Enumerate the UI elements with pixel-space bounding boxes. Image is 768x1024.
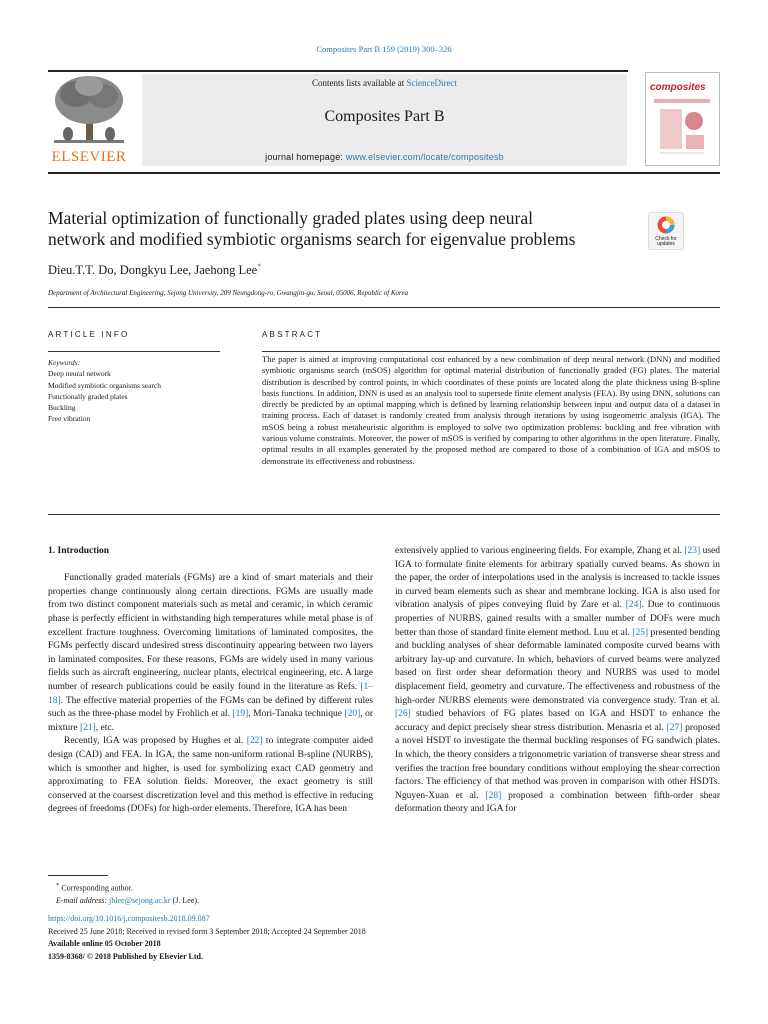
keyword-item: Free vibration xyxy=(48,414,91,424)
tree-logo-icon xyxy=(48,72,130,150)
copyright: 1359-8368/ © 2018 Published by Elsevier Ltd. xyxy=(48,951,203,961)
corresponding-author-mark[interactable]: * xyxy=(257,262,262,271)
cover-title: composites xyxy=(650,82,706,93)
email-link[interactable]: jhlee@sejong.ac.kr xyxy=(109,896,171,906)
journal-cover-thumbnail[interactable] xyxy=(645,72,720,166)
received-dates: Received 25 June 2018; Received in revised form 3 September 2018; Accepted 24 September 2018 xyxy=(48,926,366,936)
citation-link[interactable]: [25] xyxy=(632,627,649,638)
elsevier-logo[interactable] xyxy=(48,72,130,166)
homepage-line xyxy=(142,152,627,162)
affiliation: Department of Architectural Engineering, Sejong University, 209 Neungdong-ro, Gwangjin-gu, Seoul, 05006, Republic of Korea xyxy=(48,289,409,297)
email-footnote xyxy=(48,895,199,908)
body-column-right xyxy=(395,545,720,817)
section-title: 1. Introduction xyxy=(48,546,110,556)
title-line-1: Material optimization of functionally graded plates using deep neural xyxy=(48,208,533,228)
sciencedirect-link[interactable]: ScienceDirect xyxy=(406,78,457,88)
contents-prefix: Contents lists available at xyxy=(312,78,407,88)
keyword-item: Deep neural network xyxy=(48,369,111,379)
article-info-rule xyxy=(48,351,220,352)
abstract-heading: ABSTRACT xyxy=(262,330,323,339)
keywords-label: Keywords: xyxy=(48,358,81,367)
journal-title: Composites Part B xyxy=(324,108,445,125)
citation-link[interactable]: [19] xyxy=(232,709,249,720)
abstract-rule xyxy=(262,351,720,352)
citation-link[interactable]: [28] xyxy=(485,790,502,801)
citation-link[interactable]: [21] xyxy=(79,722,96,733)
citation-link[interactable]: [1–18] xyxy=(48,681,373,706)
crossmark-icon xyxy=(657,216,675,234)
article-title xyxy=(48,208,638,250)
citation-link[interactable]: [27] xyxy=(666,722,683,733)
journal-citation[interactable]: Composites Part B 159 (2019) 300–326 xyxy=(316,44,452,54)
cover-image-icon xyxy=(654,99,710,159)
corresponding-footnote xyxy=(48,880,199,895)
homepage-prefix: journal homepage: xyxy=(265,152,346,162)
corresponding-label: Corresponding author. xyxy=(61,883,133,893)
journal-banner xyxy=(142,74,627,166)
citation-link[interactable]: [23] xyxy=(684,546,701,556)
citation-link[interactable]: [22] xyxy=(246,736,263,747)
footnote-rule xyxy=(48,875,108,876)
available-online: Available online 05 October 2018 xyxy=(48,939,161,948)
author-names: Dieu.T.T. Do, Dongkyu Lee, Jaehong Lee xyxy=(48,263,258,278)
keyword-item: Functionally graded plates xyxy=(48,391,128,401)
crossmark-label: Check for updates xyxy=(655,236,677,247)
header-top-rule xyxy=(48,70,628,72)
footnotes xyxy=(48,880,199,908)
citation-link[interactable]: [24] xyxy=(625,600,642,611)
email-suffix: (J. Lee). xyxy=(170,896,200,906)
abstract-text: The paper is aimed at improving computational cost enhanced by a new combination of deep neural network (DNN) and modified symbiotic organisms search (mSOS) algorithm for optimal material distribution of functionally graded (FG) plates. The material distribution is described by control points, in which coordinates of these points are located along the plate thickness using B-spline basis functions. In addition, DNN is used as an analysis tool to supersede finite element analysis (FEA). By using DNN, solutions can directly be predicted by an optimal mapping which is defined by learning relationship between input and output data of a dataset in training process. Each of dataset is randomly created from analysis through iterations by using isogeometric analysis (IGA). The mSOS being a robust metaheuristic algorithm is employed to solve two optimization problems: buckling and free vibration with various volume constraints. Moreover, the power of mSOS is verified by comparing to other algorithms in the open literature. Finally, optimal results in all examples generated by the proposed method are compared to those of a combination of IGA and mSOS to demonstrate its effectiveness and robustness. xyxy=(262,354,720,466)
publisher-wordmark: ELSEVIER xyxy=(51,149,127,165)
keyword-item: Modified symbiotic organisms search xyxy=(48,380,161,390)
citation-link[interactable]: [20] xyxy=(344,709,361,720)
crossmark-button[interactable] xyxy=(648,212,684,250)
footnote-mark: * xyxy=(56,882,60,889)
header-bottom-rule xyxy=(48,172,720,174)
contents-line xyxy=(142,78,627,88)
publication-info xyxy=(48,913,366,963)
article-info-heading: ARTICLE INFO xyxy=(48,330,130,339)
citation-link[interactable]: [26] xyxy=(395,709,411,720)
keywords-list xyxy=(48,357,161,425)
email-label: E-mail address: xyxy=(56,896,110,906)
homepage-link[interactable]: www.elsevier.com/locate/compositesb xyxy=(345,152,504,162)
doi-link[interactable]: https://doi.org/10.1016/j.compositesb.2018.09.087 xyxy=(48,914,210,923)
author-list xyxy=(48,262,261,278)
abstract-bottom-rule xyxy=(48,514,720,515)
affiliation-rule xyxy=(48,307,720,308)
body-paragraph: extensively applied to various engineering fields. For example, Zhang et al. [23] used IGA to formulate finite elements for arbitrary spatially curved beams. As shown in the paper, the order of interpolations used in the analysis is increased to tackle issues in curved beam elements such as shear and membrane locking. IGA is also used for vibration analysis of pipes conveying fluid by Zare et al. [24]. Due to continuous properties of NURBS, gained results with a smaller number of DOFs were much better than those of standard finite element method. Luu et al. [25] presented bending and buckling analyses of shear deformable laminated composite curved beams with arbitrary lay-up and curvature. In which, behaviors of curved beams were analyzed based on first order shear deformation theory and NURBS was used to model displacement field, geometry and curvature. The effectiveness and robustness of the high-order NURBS elements were demonstrated via convergence study. Tran et al. [26] studied behaviors of FG plates based on IGA and HSDT to enhance the accuracy and depict precisely shear stress distribution. Menasria et al. [27] proposed a novel HSDT to investigate the thermal buckling responses of FG sandwich plates. In which, the theory considers a trigonometric variation of transverse shear stress and verifies the traction free boundary conditions without employing the shear correction factors. The efficiency of that method was proven in comparison with other HSDTs. Nguyen-Xuan et al. [28] proposed a combination between fifth-order shear deformation theory and IGA for xyxy=(395,546,721,815)
body-paragraph: Recently, IGA was proposed by Hughes et al. [22] to integrate computer aided design (CAD) and FEA. In IGA, the same non-uniform rational B-spline (NURBS), which is smoother and higher, is used for symbolizing exact CAD geometry and approximating to FEA solution fields. Moreover, the exact geometry is still conserved at the coarsest discretization level and this method is effective in reducing degrees of freedoms (DOFs) for high-order elements. Therefore, IGA has been xyxy=(48,736,373,815)
body-paragraph: Functionally graded materials (FGMs) are a kind of smart materials and their properties change continuously along certain directions. FGMs are usually made from two distinct component materials such as metal and ceramic, in which ceramic phase is perfectly efficient in withstanding high temperatures while metal phase is of excellent fracture toughness. Overcoming limitations of laminated composites, the FGMs perfectly discard undesired stress discontinuity appearing between two layers in laminated composites. For these reasons, FGMs are widely used in many various fields such as aircraft engineering, nuclear plants, electrical engineering, etc. A large number of research publications could be easily found in the literature as Refs. [1–18]. The effective material properties of the FGMs can be defined by different rules such as the three-phase model by Frohlich et al. [19], Mori-Tanaka technique [20], or mixture [21], etc. xyxy=(48,573,373,733)
body-column-left xyxy=(48,545,373,817)
keyword-item: Buckling xyxy=(48,403,76,413)
title-line-2: network and modified symbiotic organisms search for eigenvalue problems xyxy=(48,229,576,249)
